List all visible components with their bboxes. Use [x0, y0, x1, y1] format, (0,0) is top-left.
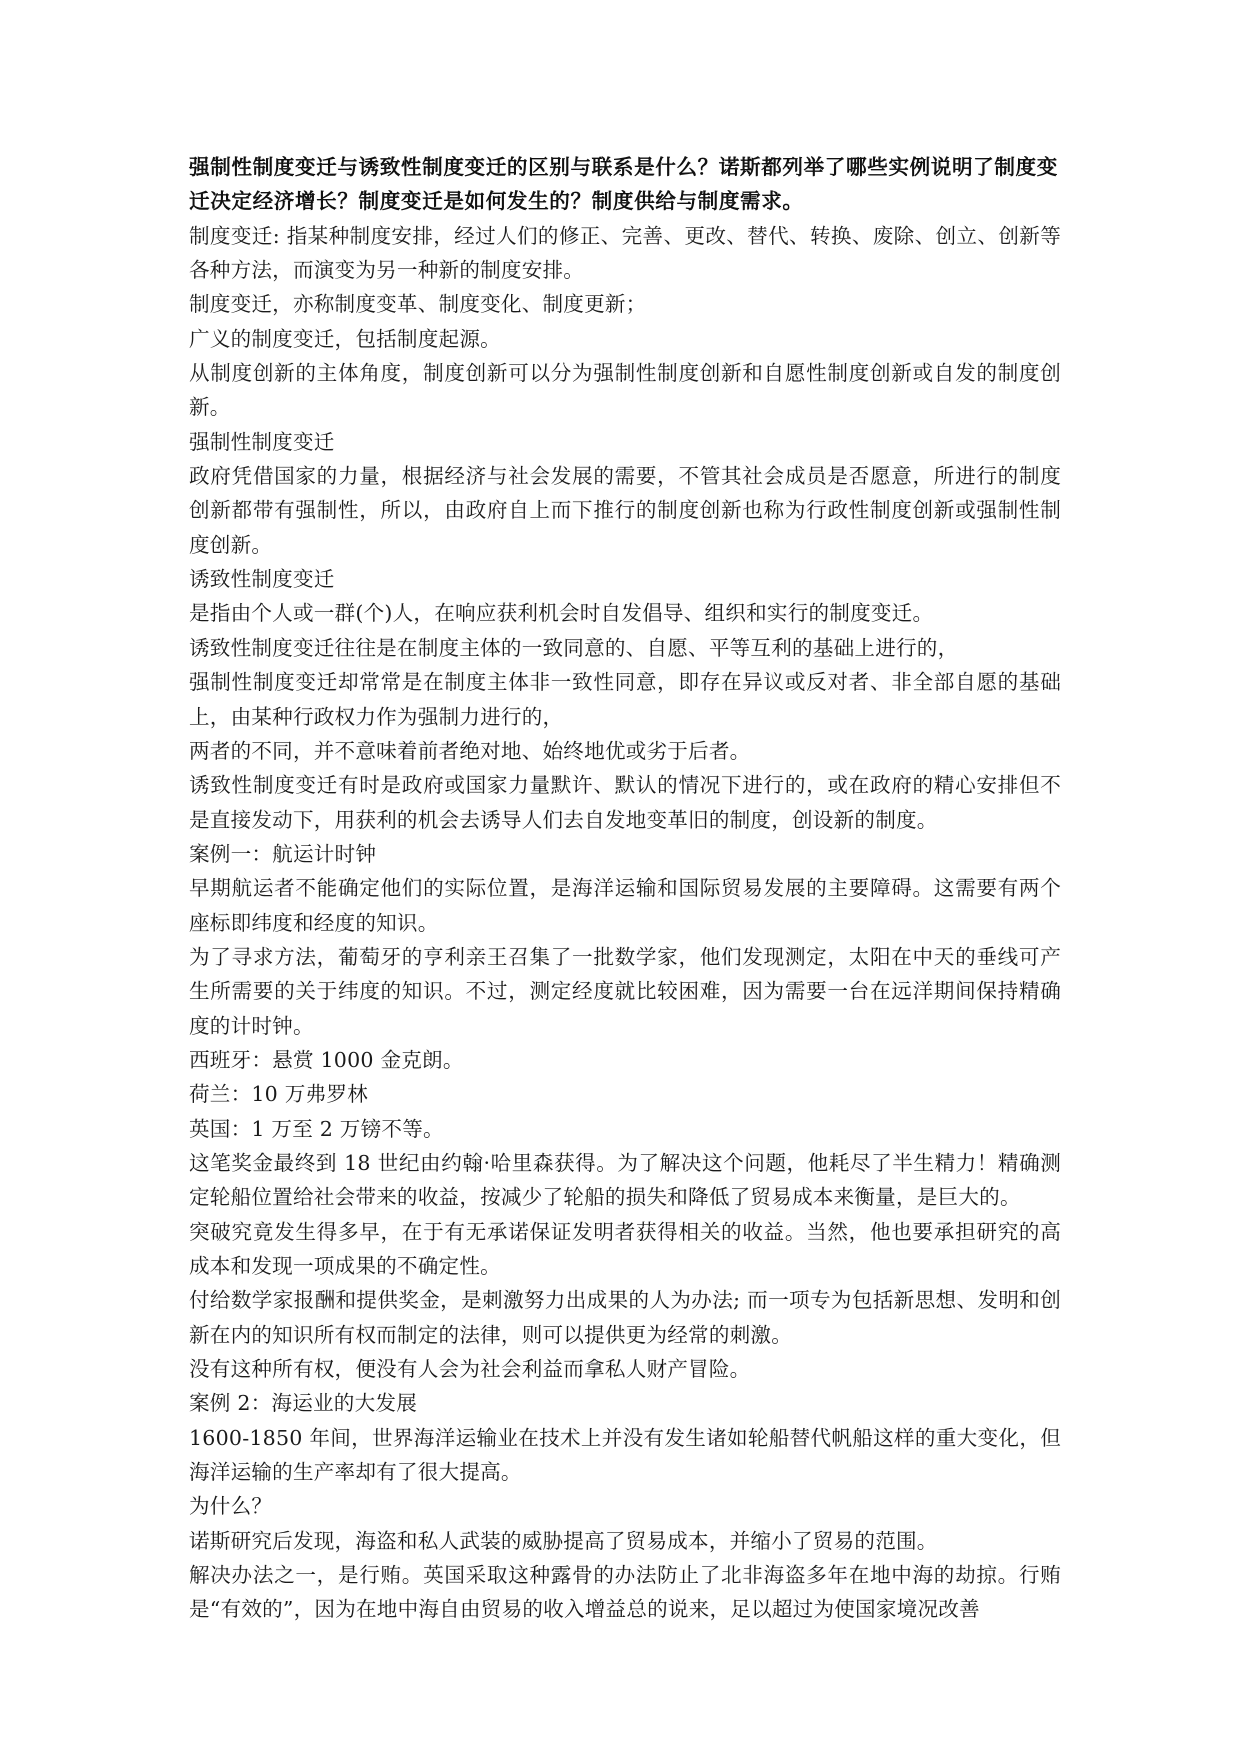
body-paragraph: 付给数学家报酬和提供奖金，是刺激努力出成果的人为办法; 而一项专为包括新思想、发明和创新在内的知识所有权而制定的法律，则可以提供更为经常的刺激。 — [189, 1288, 1061, 1347]
body-paragraph: 是指由个人或一群(个)人，在响应获利机会时自发倡导、组织和实行的制度变迁。 — [189, 601, 934, 626]
body-paragraph: 制度变迁，亦称制度变革、制度变化、制度更新； — [189, 292, 647, 317]
body-paragraph: 1600-1850 年间，世界海洋运输业在技术上并没有发生诸如轮船替代帆船这样的重大变化，但海洋运输的生产率却有了很大提高。 — [189, 1425, 1061, 1485]
body-paragraph: 为了寻求方法，葡萄牙的亨利亲王召集了一批数学家，他们发现测定，太阳在中天的垂线可产生所需要的关于纬度的知识。不过，测定经度就比较困难，因为需要一台在远洋期间保持精确度的计时钟。 — [189, 944, 1061, 1038]
body-paragraph: 突破究竟发生得多早，在于有无承诺保证发明者获得相关的收益。当然，他也要承担研究的高成本和发现一项成果的不确定性。 — [189, 1219, 1061, 1278]
body-paragraph: 早期航运者不能确定他们的实际位置，是海洋运输和国际贸易发展的主要障碍。这需要有两个座标即纬度和经度的知识。 — [189, 876, 1061, 935]
document-heading: 强制性制度变迁与诱致性制度变迁的区别与联系是什么？诺斯都列举了哪些实例说明了制度变迁决定经济增长？制度变迁是如何发生的？制度供给与制度需求。 — [189, 155, 1058, 214]
body-paragraph: 诱致性制度变迁 — [189, 567, 335, 592]
body-paragraph: 英国：1 万至 2 万镑不等。 — [189, 1116, 444, 1141]
body-paragraph: 广义的制度变迁，包括制度起源。 — [189, 326, 501, 351]
body-paragraph: 这笔奖金最终到 18 世纪由约翰·哈里森获得。为了解决这个问题，他耗尽了半生精力！精确测定轮船位置给社会带来的收益，按减少了轮船的损失和降低了贸易成本来衡量，是巨大的。 — [189, 1150, 1061, 1210]
body-paragraph: 解决办法之一，是行贿。英国采取这种露骨的办法防止了北非海盗多年在地中海的劫掠。行贿是“有效的”，因为在地中海自由贸易的收入增益总的说来，足以超过为使国家境况改善 — [189, 1563, 1061, 1622]
body-paragraph: 从制度创新的主体角度，制度创新可以分为强制性制度创新和自愿性制度创新或自发的制度创新。 — [189, 361, 1061, 420]
body-paragraph: 案例 2：海运业的大发展 — [189, 1391, 417, 1416]
body-paragraph: 诱致性制度变迁有时是政府或国家力量默许、默认的情况下进行的，或在政府的精心安排但不是直接发动下，用获利的机会去诱导人们去自发地变革旧的制度，创设新的制度。 — [189, 773, 1061, 832]
body-paragraph: 制度变迁: 指某种制度安排，经过人们的修正、完善、更改、替代、转换、废除、创立、创新等各种方法，而演变为另一种新的制度安排。 — [189, 223, 1061, 283]
body-paragraph: 荷兰：10 万弗罗林 — [189, 1082, 368, 1107]
body-paragraph: 政府凭借国家的力量，根据经济与社会发展的需要，不管其社会成员是否愿意，所进行的制度创新都带有强制性，所以，由政府自上而下推行的制度创新也称为行政性制度创新或强制性制度创新。 — [189, 464, 1061, 557]
body-paragraph: 西班牙：悬赏 1000 金克朗。 — [189, 1047, 464, 1072]
document-body — [189, 219, 1061, 1627]
body-paragraph: 为什么？ — [189, 1494, 273, 1519]
body-paragraph: 案例一：航运计时钟 — [189, 841, 377, 866]
document-page — [189, 150, 1061, 1627]
body-paragraph: 两者的不同，并不意味着前者绝对地、始终地优或劣于后者。 — [189, 738, 751, 763]
body-paragraph: 强制性制度变迁 — [189, 429, 335, 454]
body-paragraph: 诺斯研究后发现，海盗和私人武装的威胁提高了贸易成本，并缩小了贸易的范围。 — [189, 1528, 938, 1553]
body-paragraph: 强制性制度变迁却常常是在制度主体非一致性同意，即存在异议或反对者、非全部自愿的基础上，由某种行政权力作为强制力进行的， — [189, 670, 1061, 729]
body-paragraph: 诱致性制度变迁往往是在制度主体的一致同意的、自愿、平等互利的基础上进行的， — [189, 635, 959, 660]
body-paragraph: 没有这种所有权，便没有人会为社会利益而拿私人财产冒险。 — [189, 1357, 751, 1382]
